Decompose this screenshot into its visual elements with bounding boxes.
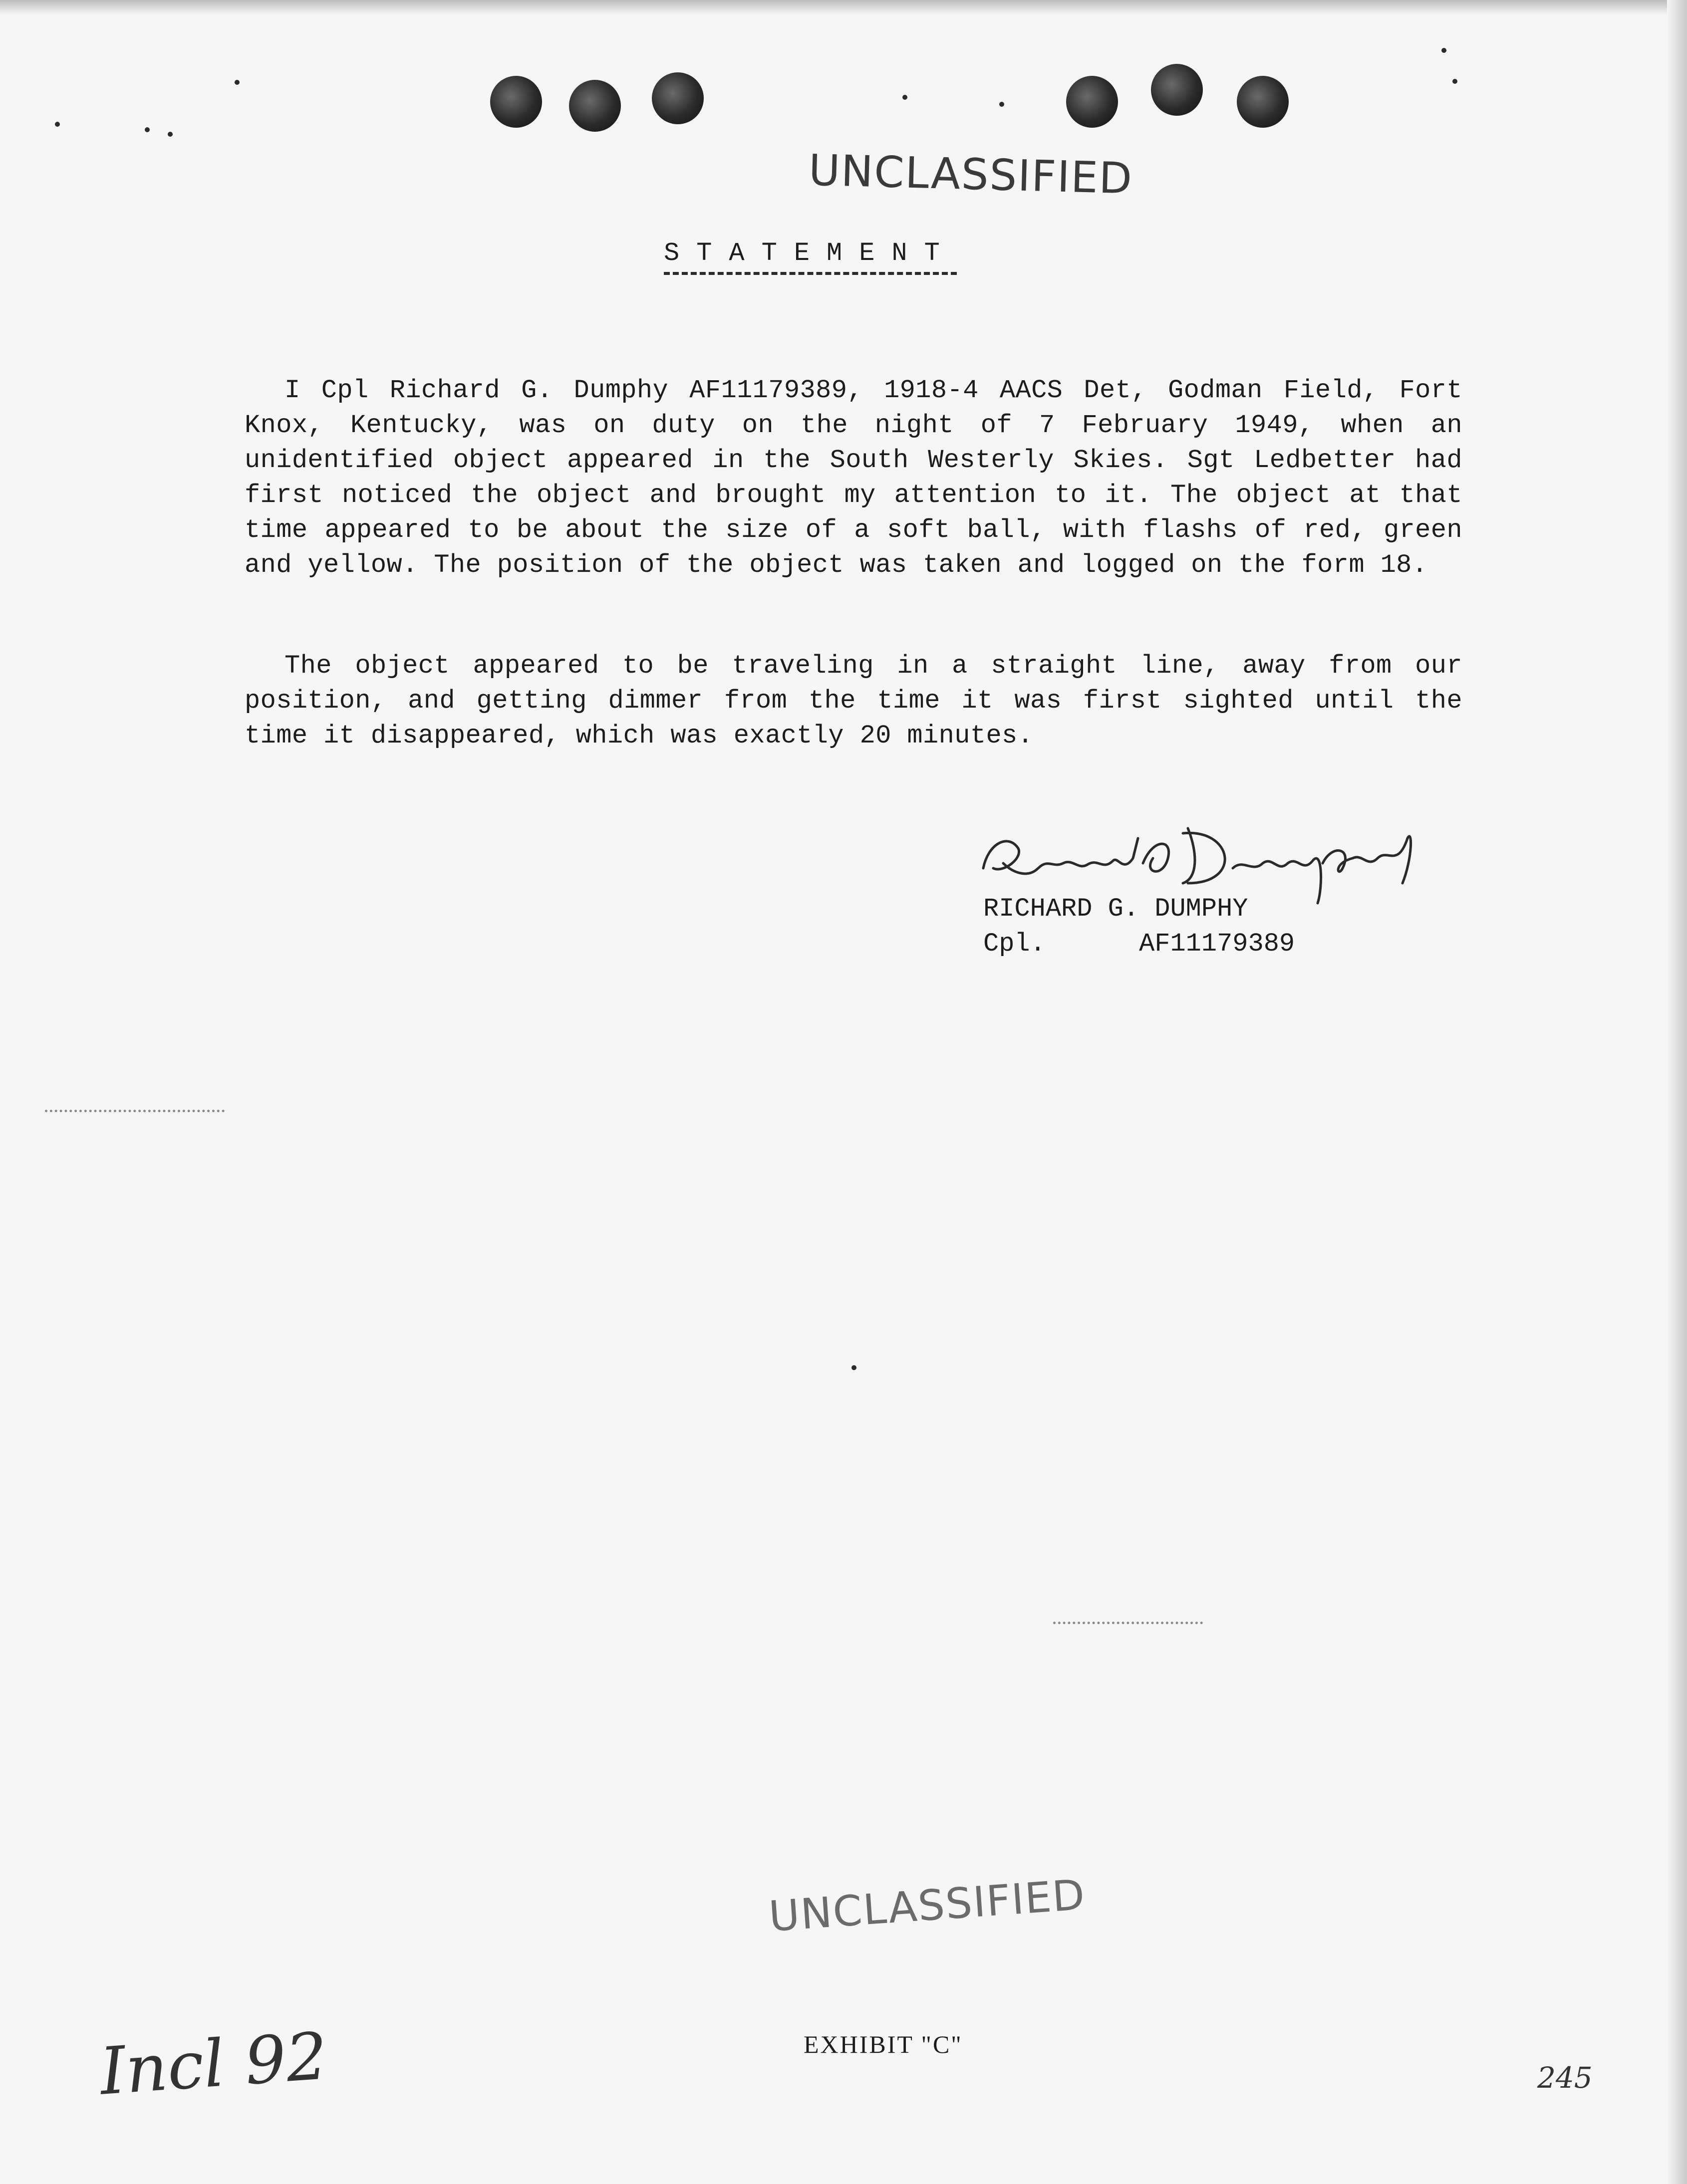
punch-hole xyxy=(1151,64,1203,116)
handwritten-enclosure-note: Incl 92 xyxy=(97,2018,330,2110)
statement-paragraph: The object appeared to be traveling in a straight line, away from our position, and getting dimmer from the time it was first sighted until the time it disappeared, which was exactly 20 minutes. xyxy=(245,651,1462,750)
signatory-rank: Cpl. xyxy=(983,929,1046,959)
statement-paragraph: I Cpl Richard G. Dumphy AF11179389, 1918-4 AACS Det, Godman Field, Fort Knox, Kentucky, was on duty on the night of 7 February 1949, when an unidentified object appeared in the South Westerly Skies. Sgt Ledbetter had first noticed the object and brought my attention to it. The object at that time appeared to be about the size of a soft ball, with flashs of red, green and yellow. The position of the object was taken and logged on the form 18. xyxy=(245,376,1462,580)
signatory-rank-serial xyxy=(983,928,1295,960)
punch-hole xyxy=(1066,76,1118,128)
exhibit-label: EXHIBIT "C" xyxy=(804,2030,963,2058)
scan-noise xyxy=(1053,1622,1203,1626)
scan-speck xyxy=(235,80,240,85)
scan-speck xyxy=(999,102,1004,107)
scan-speck xyxy=(902,95,907,100)
scan-edge-top xyxy=(0,0,1687,15)
punch-hole xyxy=(490,76,542,128)
scan-edge-right xyxy=(1667,0,1687,2184)
scan-speck xyxy=(55,122,60,127)
scan-speck xyxy=(145,127,150,132)
scan-speck xyxy=(1452,79,1457,84)
signatory-name: RICHARD G. DUMPHY xyxy=(983,894,1248,924)
document-title: STATEMENT xyxy=(664,239,957,275)
punch-hole xyxy=(569,80,621,132)
scan-noise xyxy=(45,1110,225,1114)
classification-stamp-bottom: UNCLASSIFIED xyxy=(767,1870,1088,1941)
punch-hole xyxy=(652,72,704,124)
punch-hole xyxy=(1237,76,1289,128)
signatory-serial: AF11179389 xyxy=(1139,929,1295,959)
classification-stamp-top: UNCLASSIFIED xyxy=(808,145,1134,204)
handwritten-page-number: 245 xyxy=(1537,2061,1593,2095)
scan-speck xyxy=(1441,48,1446,53)
scan-speck xyxy=(851,1365,856,1370)
scan-speck xyxy=(168,132,173,137)
